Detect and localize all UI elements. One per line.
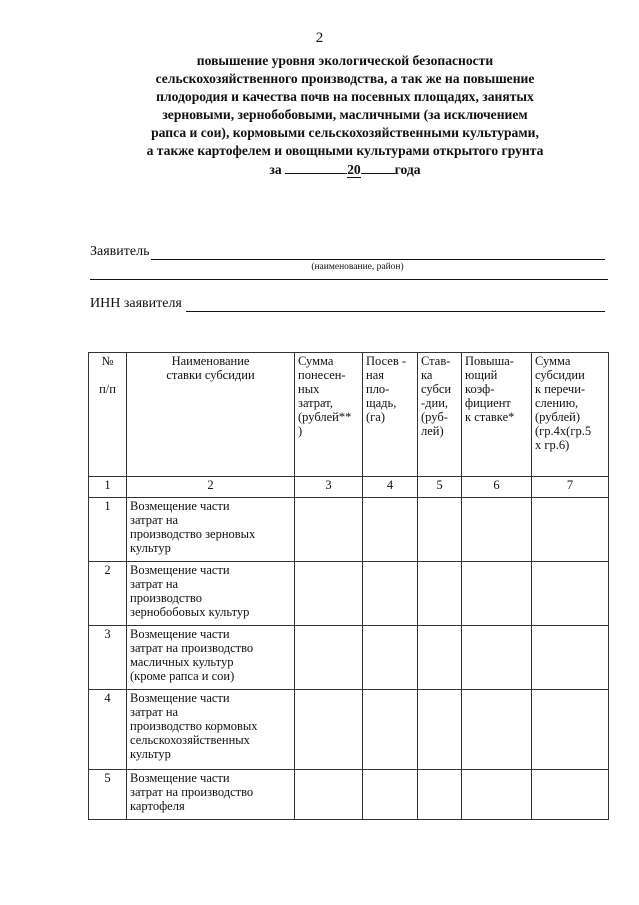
rate-cell[interactable] xyxy=(418,690,462,770)
title-line-2: сельскохозяйственного производства, а так же на повышение xyxy=(155,71,535,86)
rate-cell[interactable] xyxy=(418,498,462,562)
year-digits: 20 xyxy=(347,162,361,177)
column-number: 5 xyxy=(418,477,462,498)
rate-cell[interactable] xyxy=(418,562,462,626)
costs-cell[interactable] xyxy=(295,770,363,820)
inn-field[interactable] xyxy=(186,297,605,312)
row-rate-name: Возмещение части затрат на производство кормовых сельскохозяйственных культур xyxy=(127,690,295,770)
row-number: 1 xyxy=(89,498,127,562)
table-row xyxy=(89,498,609,562)
column-number: 6 xyxy=(462,477,532,498)
year-blank-2[interactable] xyxy=(361,160,395,174)
subsidy-table xyxy=(88,352,609,820)
subsidy-cell[interactable] xyxy=(532,562,609,626)
subsidy-cell[interactable] xyxy=(532,626,609,690)
row-number: 4 xyxy=(89,690,127,770)
header-rate: Став- ка субси -дии, (руб- лей) xyxy=(418,353,462,477)
year-blank-1[interactable] xyxy=(285,160,347,174)
row-number: 3 xyxy=(89,626,127,690)
coefficient-cell[interactable] xyxy=(462,690,532,770)
page-number: 2 xyxy=(315,30,324,46)
header-area: Посев - ная пло- щадь, (га) xyxy=(363,353,418,477)
header-coefficient: Повыша- ющий коэф- фициент к ставке* xyxy=(462,353,532,477)
coefficient-cell[interactable] xyxy=(462,770,532,820)
costs-cell[interactable] xyxy=(295,626,363,690)
title-line-1: повышение уровня экологической безопасности xyxy=(196,53,494,68)
inn-label: ИНН заявителя xyxy=(90,296,182,311)
subsidy-cell[interactable] xyxy=(532,498,609,562)
row-rate-name: Возмещение части затрат на производство масличных культур (кроме рапса и сои) xyxy=(127,626,295,690)
table-row xyxy=(89,770,609,820)
coefficient-cell[interactable] xyxy=(462,498,532,562)
header-subsidy-amount: Сумма субсидии к перечи- слению, (рублей) (гр.4х(гр.5 х гр.6) xyxy=(532,353,609,477)
row-number: 2 xyxy=(89,562,127,626)
row-rate-name: Возмещение части затрат на производство зерновых культур xyxy=(127,498,295,562)
column-number: 1 xyxy=(89,477,127,498)
title-line-3: плодородия и качества почв на посевных площадях, занятых xyxy=(156,89,534,104)
applicant-section xyxy=(90,244,605,272)
subsidy-cell[interactable] xyxy=(532,690,609,770)
header-costs: Сумма понесен- ных затрат, (рублей** ) xyxy=(295,353,363,477)
area-cell[interactable] xyxy=(363,690,418,770)
area-cell[interactable] xyxy=(363,626,418,690)
form-title xyxy=(95,52,595,179)
rate-cell[interactable] xyxy=(418,770,462,820)
title-line-5: рапса и сои), кормовыми сельскохозяйственными культурами, xyxy=(151,125,539,140)
area-cell[interactable] xyxy=(363,770,418,820)
header-rate-name: Наименование ставки субсидии xyxy=(127,353,295,477)
applicant-field-line-2[interactable] xyxy=(90,279,608,280)
applicant-label: Заявитель xyxy=(90,244,150,259)
rate-cell[interactable] xyxy=(418,626,462,690)
table-row xyxy=(89,626,609,690)
area-cell[interactable] xyxy=(363,498,418,562)
coefficient-cell[interactable] xyxy=(462,626,532,690)
applicant-hint: (наименование, район) xyxy=(311,262,404,272)
row-rate-name: Возмещение части затрат на производство картофеля xyxy=(127,770,295,820)
year-prefix: за xyxy=(269,162,282,177)
area-cell[interactable] xyxy=(363,562,418,626)
row-number: 5 xyxy=(89,770,127,820)
subsidy-cell[interactable] xyxy=(532,770,609,820)
row-rate-name: Возмещение части затрат на производство зернобобовых культур xyxy=(127,562,295,626)
column-number: 4 xyxy=(363,477,418,498)
applicant-field[interactable] xyxy=(151,245,605,260)
column-number: 7 xyxy=(532,477,609,498)
table-header-row xyxy=(89,353,609,477)
column-number: 3 xyxy=(295,477,363,498)
table-row xyxy=(89,690,609,770)
inn-section xyxy=(90,296,605,312)
title-line-6: а также картофелем и овощными культурами открытого грунта xyxy=(146,143,544,158)
column-number: 2 xyxy=(127,477,295,498)
title-line-4: зерновыми, зернобобовыми, масличными (за исключением xyxy=(162,107,528,122)
header-number: № п/п xyxy=(89,353,127,477)
costs-cell[interactable] xyxy=(295,562,363,626)
table-row xyxy=(89,562,609,626)
costs-cell[interactable] xyxy=(295,498,363,562)
coefficient-cell[interactable] xyxy=(462,562,532,626)
costs-cell[interactable] xyxy=(295,690,363,770)
title-year-line xyxy=(95,160,595,179)
column-number-row xyxy=(89,477,609,498)
year-suffix: года xyxy=(394,162,421,177)
